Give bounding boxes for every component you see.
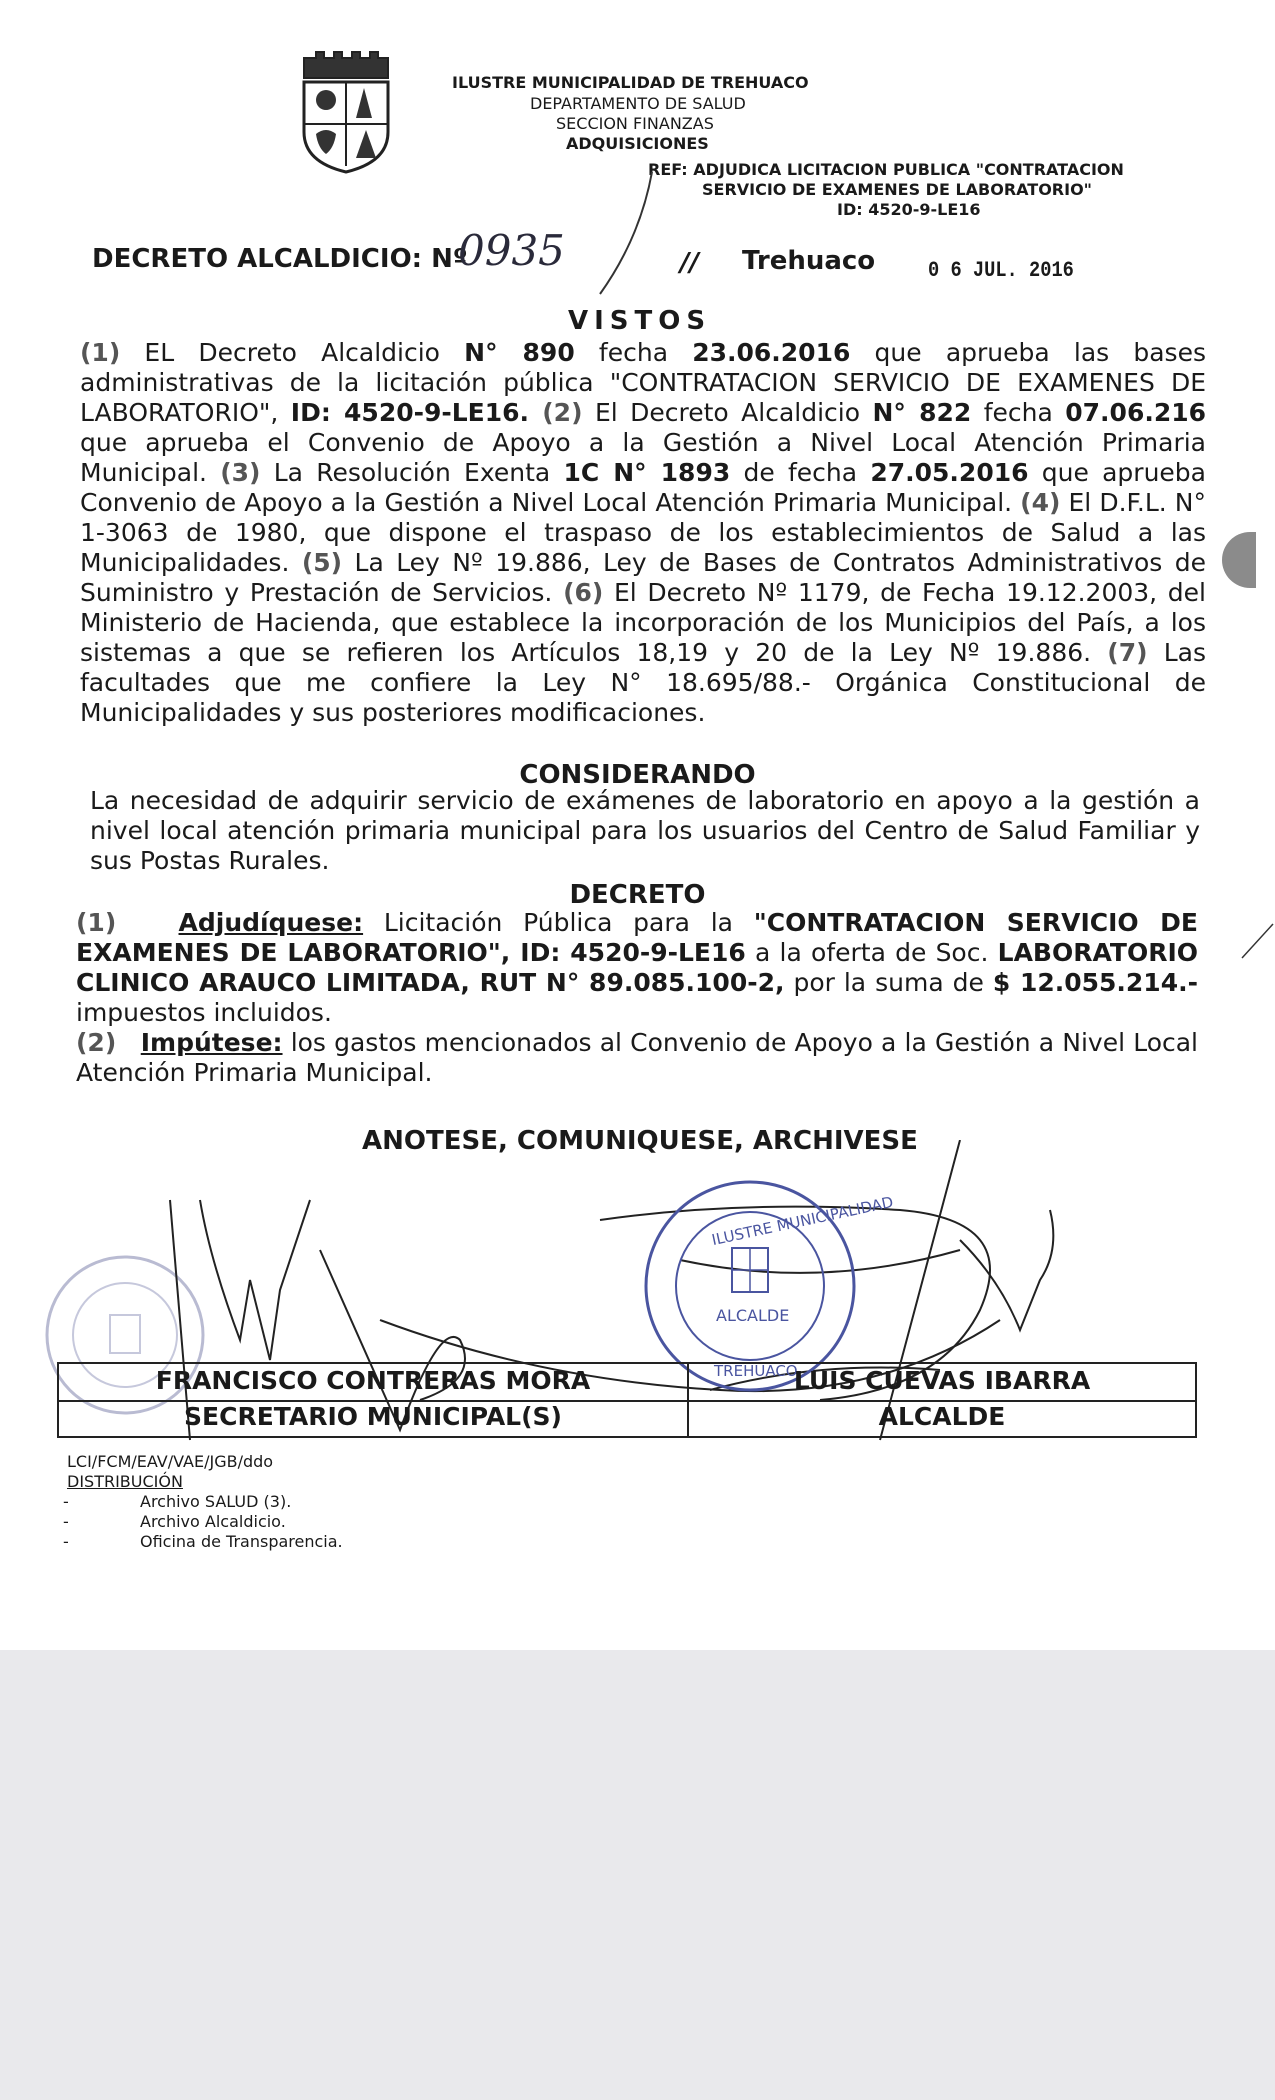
- mayor-name: LUIS CUEVAS IBARRA: [793, 1366, 1091, 1395]
- secretary-name: FRANCISCO CONTRERAS MORA: [155, 1366, 591, 1395]
- decreto-paragraph-2: (2) Impútese: los gastos mencionados al Convenio de Apoyo a la Gestión a Nivel Local Atención Primaria Municipal.: [76, 1028, 1198, 1087]
- section-name: SECCION FINANZAS: [556, 114, 714, 133]
- distribution-item: Archivo SALUD (3).: [140, 1492, 292, 1511]
- distribution-title: DISTRIBUCIÓN: [67, 1472, 183, 1491]
- reference-line-2: SERVICIO DE EXAMENES DE LABORATORIO": [702, 180, 1093, 199]
- coat-of-arms-logo: [296, 48, 396, 176]
- distribution-bullet: -: [63, 1512, 69, 1531]
- punch-hole: [1222, 532, 1256, 588]
- decreto-heading: DECRETO: [569, 880, 706, 910]
- distribution-bullet: -: [63, 1492, 69, 1511]
- unit-name: ADQUISICIONES: [566, 134, 709, 153]
- decreto-paragraph-1: (1) Adjudíquese: Licitación Pública para la "CONTRATACION SERVICIO DE EXAMENES DE LABORATORIO", ID: 4520-9-LE16 a la oferta de Soc. LABORATORIO CLINICO ARAUCO LIMITADA, RUT N° 89.085.100-2, por la suma de $ 12.055.214.- impuestos incluidos.: [76, 908, 1198, 1027]
- department-name: DEPARTAMENTO DE SALUD: [530, 94, 746, 113]
- distribution-item: Archivo Alcaldicio.: [140, 1512, 286, 1531]
- secretary-title: SECRETARIO MUNICIPAL(S): [184, 1402, 562, 1431]
- vistos-heading: VISTOS: [568, 306, 712, 336]
- stamp-center-text: ALCALDE: [716, 1306, 790, 1325]
- date-stamp: 0 6 JUL. 2016: [928, 258, 1074, 283]
- signature-table: [57, 1362, 1197, 1438]
- handwritten-slash-mark: [590, 168, 660, 298]
- distribution-item: Oficina de Transparencia.: [140, 1532, 343, 1551]
- considerando-heading: CONSIDERANDO: [519, 760, 756, 790]
- stamp-top-text: ILUSTRE MUNICIPALIDAD: [710, 1192, 895, 1250]
- margin-pen-mark: [1240, 920, 1275, 960]
- vistos-paragraph: (1) EL Decreto Alcaldicio N° 890 fecha 23.06.2016 que aprueba las bases administrativas de la licitación pública "CONTRATACION SERVICIO DE EXAMENES DE LABORATORIO", ID: 4520-9-LE16. (2) El Decreto Alcaldicio N° 822 fecha 07.06.216 que aprueba el Convenio de Apoyo a la Gestión a Nivel Local Atención Primaria Municipal. (3) La Resolución Exenta 1C N° 1893 de fecha 27.05.2016 que aprueba Convenio de Apoyo a la Gestión a Nivel Local Atención Primaria Municipal. (4) El D.F.L. N° 1-3063 de 1980, que dispone el traspaso de los establecimientos de Salud a las Municipalidades. (5) La Ley Nº 19.886, Ley de Bases de Contratos Administrativos de Suministro y Prestación de Servicios. (6) El Decreto Nº 1179, de Fecha 19.12.2003, del Ministerio de Hacienda, que establece la incorporación de los Municipios del País, a los sistemas a que se refieren los Artículos 18,19 y 20 de la Ley Nº 19.886. (7) Las facultades que me confiere la Ley N° 18.695/88.- Orgánica Constitucional de Municipalidades y sus posteriores modificaciones.: [80, 338, 1207, 727]
- mayor-title: ALCALDE: [878, 1402, 1006, 1431]
- initials: LCI/FCM/EAV/VAE/JGB/ddo: [67, 1452, 274, 1471]
- decree-label: DECRETO ALCALDICIO: Nº: [92, 244, 468, 274]
- considerando-paragraph: La necesidad de adquirir servicio de exámenes de laboratorio en apoyo a la gestión a nivel local atención primaria municipal para los usuarios del Centro de Salud Familiar y sus Postas Rurales.: [90, 786, 1200, 875]
- reference-line-1: REF: ADJUDICA LICITACION PUBLICA "CONTRATACION: [648, 160, 1124, 179]
- distribution-bullet: -: [63, 1532, 69, 1551]
- decree-place: Trehuaco: [742, 246, 876, 276]
- decree-number-handwritten: 0935: [458, 226, 565, 275]
- institution-name: ILUSTRE MUNICIPALIDAD DE TREHUACO: [452, 73, 809, 92]
- stamp-bottom-text: TREHUACO: [714, 1362, 798, 1380]
- closing-formula: ANOTESE, COMUNIQUESE, ARCHIVESE: [362, 1126, 918, 1156]
- reference-line-3: ID: 4520-9-LE16: [837, 200, 981, 219]
- decree-separator: //: [680, 248, 699, 278]
